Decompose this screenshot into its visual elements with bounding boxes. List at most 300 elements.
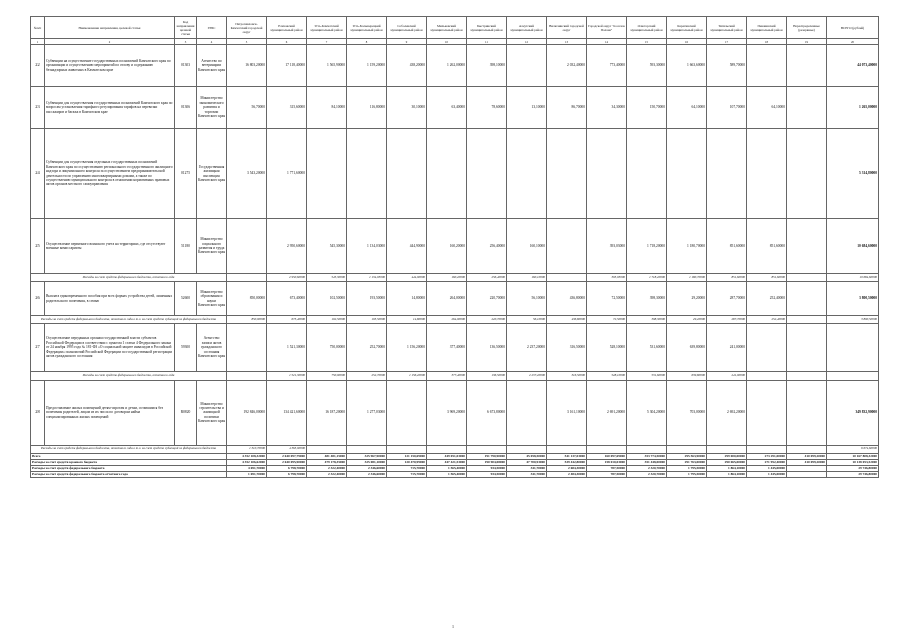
totals-value: 934,50000 (467, 471, 507, 477)
row-value (707, 129, 747, 219)
totals-value: 120 470,99000 (387, 459, 427, 465)
note-value: 1 156,20000 (387, 372, 427, 381)
totals-value: 271 952,40000 (747, 459, 787, 465)
note-value (747, 372, 787, 381)
row-value: 136,50000 (467, 324, 507, 372)
header-municipality: Пенжинский муниципальный район (747, 17, 787, 39)
row-number: 22 (31, 45, 45, 87)
row-value: 72,50000 (587, 282, 627, 316)
note-label: Расходы за счет средств федерального бюджета, отчетного года (31, 372, 227, 381)
row-value: 3 161,10000 (547, 380, 587, 445)
row-total: 10 684,60000 (827, 219, 879, 274)
note-value (307, 445, 347, 453)
note-value (827, 372, 879, 381)
totals-value: 2 640 095,90000 (267, 459, 307, 465)
row-value: 3 543,20000 (227, 129, 267, 219)
row-total: 349 832,90000 (827, 380, 879, 445)
header-municipality: Тигильский муниципальный район (707, 17, 747, 39)
totals-value: 291 763,00000 (667, 459, 707, 465)
row-value: 34,30000 (587, 87, 627, 129)
totals-value: 325 081,10000 (347, 459, 387, 465)
row-value: 398,10000 (467, 45, 507, 87)
row-number: 24 (31, 129, 45, 219)
note-value (467, 445, 507, 453)
row-value: 851,60000 (707, 219, 747, 274)
note-value: 850,00000 (227, 316, 267, 324)
note-value: 256,40000 (467, 274, 507, 282)
row-value: 393,03000 (587, 219, 627, 274)
row-name: Выплата единовременного пособия при всех формах устройства детей, лишенных родительского попечения, в семью (45, 282, 175, 316)
note-value (787, 445, 827, 453)
row-value (827, 324, 879, 372)
row-value: 398,30000 (627, 282, 667, 316)
row-value (347, 129, 387, 219)
row-value: 589,70000 (707, 45, 747, 87)
row-number: 27 (31, 324, 45, 372)
row-value: 30,10000 (387, 87, 427, 129)
totals-value: 2 346,60000 (347, 471, 387, 477)
note-value: 316,50000 (547, 372, 587, 381)
totals-value: 541 137,03000 (547, 453, 587, 459)
note-value: 193,50000 (347, 316, 387, 324)
column-index: 12 (507, 39, 547, 45)
row-number: 26 (31, 282, 45, 316)
header-reserve: Нераспределенные (резервные) (787, 17, 827, 39)
table-row (31, 324, 879, 372)
row-value: 29,20000 (667, 282, 707, 316)
totals-value: 121 150,69000 (387, 453, 427, 459)
table-body (31, 39, 879, 478)
row-value: 56,10000 (507, 282, 547, 316)
row-value: 1 134,03000 (347, 219, 387, 274)
row-grbs: Министерство образования и науки Камчатского края (197, 282, 227, 316)
row-value (587, 129, 627, 219)
column-index: 1 (31, 39, 45, 45)
header-row (31, 17, 879, 39)
row-total: 5 314,80000 (827, 129, 879, 219)
header-municipality: Быстринский муниципальный район (467, 17, 507, 39)
row-name: Предоставление жилых помещений детям-сиротам и детям, оставшимся без попечения родителей, лицам из их числа по договорам найма специализированных жилых помещений (45, 380, 175, 445)
totals-value: 160 097,69000 (587, 453, 627, 459)
note-value (427, 445, 467, 453)
totals-value: 6 798,70000 (267, 465, 307, 471)
totals-value: 1 795,50000 (667, 465, 707, 471)
row-value: 436,80000 (547, 282, 587, 316)
column-index: 20 (827, 39, 879, 45)
row-value (507, 129, 547, 219)
row-grbs: Министерство строительства и жилищной политики Камчатского края (197, 380, 227, 445)
row-value: 16 187,20000 (307, 380, 347, 445)
note-value (227, 372, 267, 381)
row-value (507, 380, 547, 445)
column-index: 7 (307, 39, 347, 45)
header-name: Наименование направления, целевой статьи (45, 17, 175, 39)
totals-value: 1 565,40000 (427, 471, 467, 477)
row-value: 6 673,80000 (467, 380, 507, 445)
note-value: 14,80000 (387, 316, 427, 324)
row-value (547, 219, 587, 274)
table-row (31, 87, 879, 129)
note-value: 29,20000 (667, 316, 707, 324)
row-value: 107,70000 (707, 87, 747, 129)
totals-value: 47 700,93000 (507, 459, 547, 465)
column-index: 17 (707, 39, 747, 45)
totals-value: 290 065,00000 (707, 459, 747, 465)
note-value: 1 310,70000 (227, 445, 267, 453)
note-value: 220,70000 (467, 316, 507, 324)
row-value: 3 969,20000 (427, 380, 467, 445)
header-municipality: Алеутский муниципальный район (507, 17, 547, 39)
totals-label: Всего (31, 453, 227, 459)
header-no: №п/п (31, 17, 45, 39)
row-value (787, 87, 827, 129)
row-value: 16 803,20000 (227, 45, 267, 87)
row-value: 64,10000 (667, 87, 707, 129)
totals-value: 2 322,40000 (307, 471, 347, 477)
totals-value: 45 058,50000 (507, 453, 547, 459)
row-number: 28 (31, 380, 45, 445)
row-value: 160,10000 (507, 219, 547, 274)
header-municipality: Мильковский муниципальный район (427, 17, 467, 39)
note-value: 136,50000 (467, 372, 507, 381)
row-value: 750,00000 (307, 324, 347, 372)
row-value: 703,00000 (667, 380, 707, 445)
row-value: 241,00000 (707, 324, 747, 372)
note-value: 241,00000 (707, 372, 747, 381)
row-grbs: Государственная жилищная инспекция Камчатского края (197, 129, 227, 219)
row-value: 78,60000 (467, 87, 507, 129)
totals-total: 10 167 808,32000 (827, 453, 879, 459)
row-value (747, 380, 787, 445)
totals-value: 787,50000 (587, 471, 627, 477)
totals-total: 10 138 053,52000 (827, 459, 879, 465)
row-grbs: Агентство записи актов гражданского состояния Камчатского края (197, 324, 227, 372)
row-value: 377,40000 (427, 324, 467, 372)
totals-value: 299 000,00000 (707, 453, 747, 459)
header-municipality: Елизовский муниципальный район (267, 17, 307, 39)
totals-value: 715,70000 (387, 465, 427, 471)
row-value: 17 118,40000 (267, 45, 307, 87)
row-value: 2 691,20000 (587, 380, 627, 445)
table-row-note (31, 372, 879, 381)
row-grbs: Министерство социального развития и труда Камчатского края (197, 219, 227, 274)
totals-value: 2 640 097,79000 (267, 453, 307, 459)
note-value (587, 445, 627, 453)
row-value (507, 45, 547, 87)
row-value (467, 129, 507, 219)
totals-value: 715,70000 (387, 471, 427, 477)
note-value: 750,00000 (307, 372, 347, 381)
row-value: 86,70000 (547, 87, 587, 129)
row-value: 84,10000 (307, 87, 347, 129)
totals-value: 190 904,08000 (467, 459, 507, 465)
note-value (787, 274, 827, 282)
totals-value: 4 691,70000 (227, 465, 267, 471)
row-value: 1 718,20000 (627, 219, 667, 274)
note-value (627, 445, 667, 453)
totals-value: 1 864,10000 (707, 465, 747, 471)
header-municipality: Усть-Камчатский муниципальный район (307, 17, 347, 39)
row-value: 1 156,20000 (387, 324, 427, 372)
table-row-note (31, 274, 879, 282)
totals-value: 2 320,70000 (627, 465, 667, 471)
row-value (387, 380, 427, 445)
note-value (387, 445, 427, 453)
note-value: 160,20000 (427, 274, 467, 282)
totals-value: 4 352 108,32000 (227, 453, 267, 459)
row-total: 3 800,50000 (827, 282, 879, 316)
row-grbs: Министерство экономического развития и торговли Камчатского края (197, 87, 227, 129)
row-value: 14,80000 (387, 282, 427, 316)
row-value: 2 032,40000 (547, 45, 587, 87)
row-value: 773,40000 (587, 45, 627, 87)
totals-value: 273 291,00000 (747, 453, 787, 459)
note-value: 160,10000 (507, 274, 547, 282)
row-value: 315,60000 (267, 87, 307, 129)
row-value: 63,40000 (427, 87, 467, 129)
row-code: 59300 (175, 324, 197, 372)
note-value: 528,10000 (587, 372, 627, 381)
row-value: 5 304,20000 (627, 380, 667, 445)
totals-value: 2 320,70000 (627, 471, 667, 477)
note-value: 531,60000 (627, 372, 667, 381)
note-value: 1 134,03000 (347, 274, 387, 282)
note-value (787, 316, 827, 324)
row-value: 639,80000 (667, 324, 707, 372)
column-index: 2 (45, 39, 175, 45)
row-value (787, 45, 827, 87)
row-value (747, 45, 787, 87)
totals-value: 351 448,00000 (627, 459, 667, 465)
row-total: 1 265,00000 (827, 87, 879, 129)
totals-value: 1 565,40000 (427, 465, 467, 471)
totals-value: 4 352 106,62000 (227, 459, 267, 465)
row-value (787, 282, 827, 316)
totals-label: Расходы за счет средств краевого бюджета (31, 459, 227, 465)
totals-value: 1 795,50000 (667, 471, 707, 477)
header-municipality: Карагинский муниципальный район (667, 17, 707, 39)
totals-label: Расходы за счет средств федерального бюджета отчетного года (31, 471, 227, 477)
row-value: 850,00000 (227, 282, 267, 316)
row-value (747, 129, 787, 219)
row-name: Осуществление переданных органам государственной власти субъектов Российской Федерации в соответствии с пунктом 1 статьи 4 Федерального закона от 24 ноября 1995 года № 181-ФЗ «О социальной защите инвалидов в Российской Федерации» полномочий Российской Федерации по государственной регистрации актов гражданского состояния (45, 324, 175, 372)
row-value: 160,20000 (427, 219, 467, 274)
table-row (31, 219, 879, 274)
note-value (747, 445, 787, 453)
row-value: 1 277,03000 (347, 380, 387, 445)
row-value: 531,60000 (627, 324, 667, 372)
note-value: 851,60000 (747, 274, 787, 282)
note-value: 673,40000 (267, 316, 307, 324)
column-index: 14 (587, 39, 627, 45)
note-total: 10 684,60000 (827, 274, 879, 282)
note-value: 1 718,20000 (627, 274, 667, 282)
note-value: 398,30000 (627, 316, 667, 324)
column-index: 11 (467, 39, 507, 45)
row-value: 1 771,60000 (267, 129, 307, 219)
totals-value: 447 421,53000 (427, 459, 467, 465)
totals-value: 191 790,90000 (467, 453, 507, 459)
note-value: 436,80000 (547, 316, 587, 324)
row-value (787, 129, 827, 219)
note-value (787, 372, 827, 381)
totals-value: 2 322,40000 (307, 465, 347, 471)
note-value: 545,30000 (307, 274, 347, 282)
table-row (31, 380, 879, 445)
document-page (30, 16, 878, 478)
row-code: R0820 (175, 380, 197, 445)
row-value (227, 324, 267, 372)
header-total: ВСЕГО (рублей) (827, 17, 879, 39)
row-value: 1 262,00000 (427, 45, 467, 87)
column-index: 3 (175, 39, 197, 45)
note-value: 102,50000 (307, 316, 347, 324)
note-value: 444,90000 (387, 274, 427, 282)
totals-value: 6 798,70000 (267, 471, 307, 477)
row-name: Осуществление первичного воинского учета на территориях, где отсутствуют военные комиссариаты (45, 219, 175, 274)
row-value (787, 219, 827, 274)
row-value: 1 521,30000 (267, 324, 307, 372)
row-value: 438,20000 (387, 45, 427, 87)
note-value: 2 237,20000 (507, 372, 547, 381)
row-value: 192 846,00000 (227, 380, 267, 445)
row-value (227, 219, 267, 274)
row-code: 51180 (175, 219, 197, 274)
table-row (31, 129, 879, 219)
row-value: 444,90000 (387, 219, 427, 274)
row-number: 25 (31, 219, 45, 274)
totals-value: 2 346,60000 (347, 465, 387, 471)
row-value (747, 324, 787, 372)
table-row-note (31, 316, 879, 324)
totals-value: 1 445,00000 (747, 471, 787, 477)
totals-value: 1 864,10000 (707, 471, 747, 477)
column-index: 10 (427, 39, 467, 45)
row-value: 673,40000 (267, 282, 307, 316)
note-total: 6 674,60000 (827, 445, 879, 453)
header-municipality: Олюторский муниципальный район (627, 17, 667, 39)
totals-value: 410 099,20000 (787, 459, 827, 465)
note-value (667, 445, 707, 453)
note-total: 3 800,50000 (827, 316, 879, 324)
row-value (547, 129, 587, 219)
totals-value: 787,50000 (587, 465, 627, 471)
note-value: 2 950,60000 (267, 274, 307, 282)
row-value: 316,50000 (547, 324, 587, 372)
note-value: 377,40000 (427, 372, 467, 381)
note-value (547, 445, 587, 453)
totals-total: 29 746,80000 (827, 465, 879, 471)
row-value: 252,70000 (347, 324, 387, 372)
row-value: 2 237,20000 (507, 324, 547, 372)
row-name: Субвенции для осуществления государственных полномочий Камчатского края по вопросам установления тарифного регулирования тарифов на перевозки пассажиров и багажа в Камчатском крае (45, 87, 175, 129)
row-value: 2 692,20000 (707, 380, 747, 445)
totals-value: 934,50000 (467, 465, 507, 471)
note-value: 4 363,90000 (267, 445, 307, 453)
totals-value: 341,70000 (507, 471, 547, 477)
header-municipality: Соболевский муниципальный район (387, 17, 427, 39)
table-row (31, 45, 879, 87)
row-value: 116,80000 (347, 87, 387, 129)
row-code: 01306 (175, 87, 197, 129)
row-grbs: Агентство по ветеринарии Камчатского края (197, 45, 227, 87)
totals-row (31, 471, 879, 477)
header-grbs: ГРБС (197, 17, 227, 39)
table-row (31, 282, 879, 316)
row-value: 545,30000 (307, 219, 347, 274)
totals-value: 295 563,90000 (667, 453, 707, 459)
note-value: 56,10000 (507, 316, 547, 324)
row-value: 287,70000 (707, 282, 747, 316)
row-value: 1 565,90000 (307, 45, 347, 87)
note-label: Расходы за счет средств федерального бюджета, отчетного года в т.ч. за счет средств субвенций из федерального бюджета (31, 316, 227, 324)
row-value: 64,10000 (747, 87, 787, 129)
note-value (347, 445, 387, 453)
row-value: 264,00000 (427, 282, 467, 316)
totals-value (787, 471, 827, 477)
row-value (387, 129, 427, 219)
row-value (787, 324, 827, 372)
column-index: 19 (787, 39, 827, 45)
totals-value: 325 967,90000 (347, 453, 387, 459)
row-value: 851,60000 (747, 219, 787, 274)
totals-value: 449 051,03000 (427, 453, 467, 459)
row-value: 1 663,60000 (667, 45, 707, 87)
note-value (507, 445, 547, 453)
totals-value: 1 445,00000 (747, 465, 787, 471)
column-index: 4 (197, 39, 227, 45)
note-value: 639,80000 (667, 372, 707, 381)
note-label: Расходы за счет средств федерального бюджета, отчетного года в т.ч. за счет средств субвенций из федерального бюджета (31, 445, 227, 453)
row-value: 252,40000 (747, 282, 787, 316)
row-value (427, 129, 467, 219)
totals-value: 2 484,30000 (547, 471, 587, 477)
totals-total: 29 746,80000 (827, 471, 879, 477)
page-number: 1 (452, 624, 454, 629)
totals-value: 1 691,70000 (227, 471, 267, 477)
column-index: 13 (547, 39, 587, 45)
totals-value: 341,70000 (507, 465, 547, 471)
column-index: 8 (347, 39, 387, 45)
header-municipality: Петропавловск-Камчатский городской округ (227, 17, 267, 39)
header-code: Код направления целевой статьи (175, 17, 197, 39)
note-value (227, 274, 267, 282)
row-value: 593,30000 (627, 45, 667, 87)
row-value: 193,50000 (347, 282, 387, 316)
row-name: Субвенции на осуществление государственных полномочий Камчатского края по организации и осуществлению мероприятий по отлову и содержанию безнадзорных животных в Камчатском крае (45, 45, 175, 87)
row-value (307, 129, 347, 219)
row-value: 1 159,20000 (347, 45, 387, 87)
row-code: 52600 (175, 282, 197, 316)
row-code: 01303 (175, 45, 197, 87)
header-municipality: Усть-Большерецкий муниципальный район (347, 17, 387, 39)
row-value: 220,70000 (467, 282, 507, 316)
totals-value: 410 099,20000 (787, 453, 827, 459)
subvention-table (30, 16, 879, 478)
row-value: 56,70000 (227, 87, 267, 129)
note-value: 252,40000 (747, 316, 787, 324)
column-index: 18 (747, 39, 787, 45)
note-value: 851,60000 (707, 274, 747, 282)
note-value (547, 274, 587, 282)
row-value (627, 129, 667, 219)
header-municipality: Городской округ "поселок Палана" (587, 17, 627, 39)
row-number: 23 (31, 87, 45, 129)
table-row-note (31, 445, 879, 453)
row-code: 01275 (175, 129, 197, 219)
column-index: 9 (387, 39, 427, 45)
totals-value: 158 010,03000 (587, 459, 627, 465)
